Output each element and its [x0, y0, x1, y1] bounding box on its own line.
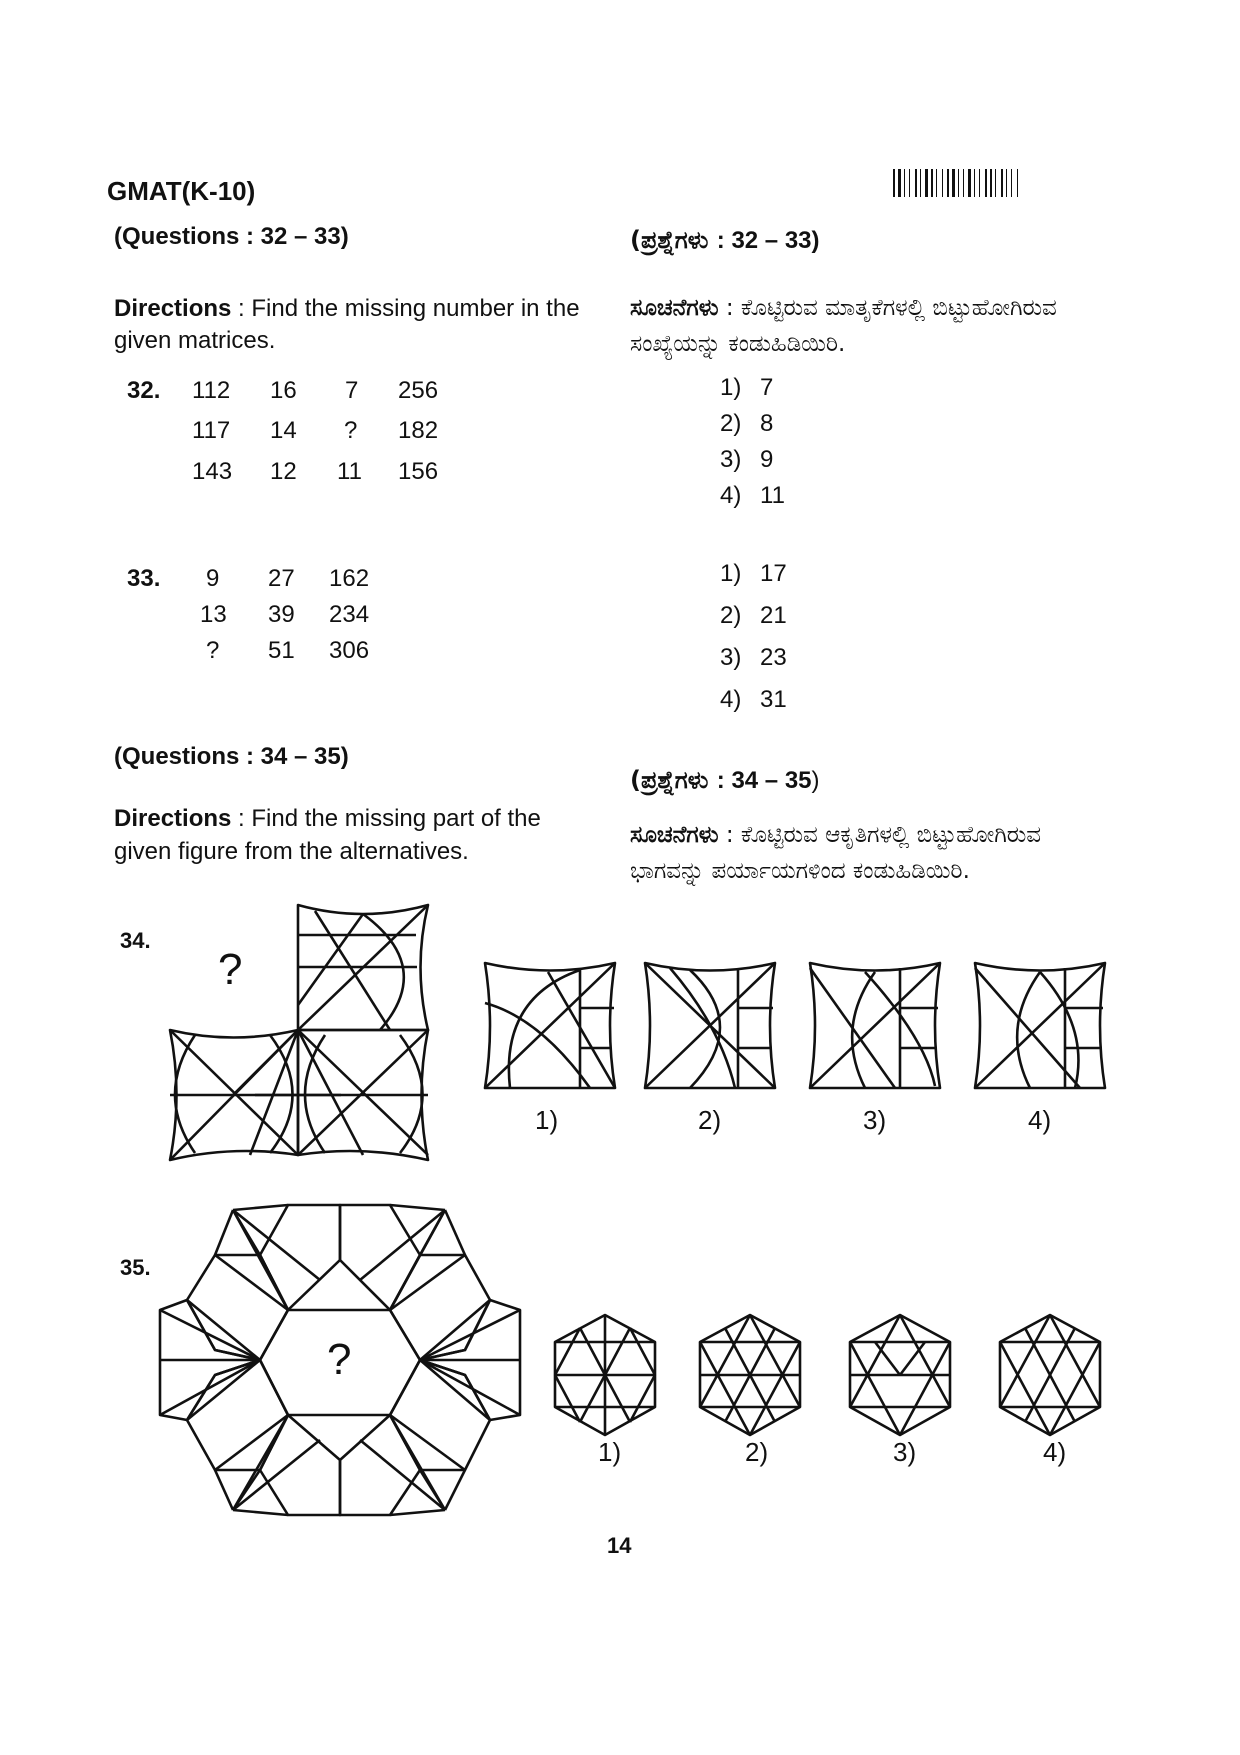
matrix-cell: ?: [206, 637, 220, 664]
page-number: 14: [607, 1533, 632, 1558]
q34-option-4-figure: [970, 958, 1110, 1093]
directions-kn: ಸೂಚನೆಗಳು : ಕೊಟ್ಟಿರುವ ಮಾತೃಕೆಗಳಲ್ಲಿ ಬಿಟ್ಟುಹೋಗಿರುವ ಸಂಖ್ಯೆಯನ್ನು ಕಂಡುಹಿಡಿಯಿರಿ.: [630, 295, 1057, 357]
option-value: 21: [760, 602, 787, 629]
matrix-cell: 39: [268, 601, 295, 628]
q35-option-4-figure: [995, 1310, 1105, 1440]
matrix-cell: 182: [398, 417, 439, 444]
option-number: 3): [720, 446, 742, 473]
q33-options: [720, 560, 840, 720]
section-heading-en-2: (Questions : 34 – 35): [114, 743, 349, 770]
q34-number: 34.: [120, 928, 151, 953]
q34-main-figure: [165, 895, 435, 1170]
q35-option-4-label: 4): [1043, 1437, 1067, 1467]
q34-option-3-label: 3): [863, 1105, 887, 1135]
option-value: 31: [760, 686, 787, 713]
q32-number: 32.: [127, 377, 161, 404]
option-value: 7: [760, 374, 774, 401]
barcode: [893, 169, 1103, 199]
option-number: 2): [720, 410, 742, 437]
matrix-cell: 156: [398, 458, 439, 485]
matrix-cell: 51: [268, 637, 295, 664]
q34-option-3-figure: [805, 958, 945, 1093]
option-number: 4): [720, 482, 742, 509]
q35-option-2-figure: [695, 1310, 805, 1440]
exam-code: GMAT(K-10): [107, 176, 256, 206]
option-value: 23: [760, 644, 787, 671]
q34-option-2-label: 2): [698, 1105, 722, 1135]
directions-en: Directions : Find the missing number in the given matrices.: [114, 295, 580, 354]
matrix-cell: 112: [192, 377, 231, 404]
matrix-cell: 162: [329, 565, 370, 592]
option-number: 1): [720, 374, 742, 401]
q35-number: 35.: [120, 1255, 151, 1280]
option-value: 17: [760, 560, 787, 587]
q33-number: 33.: [127, 565, 161, 592]
matrix-cell: 13: [200, 601, 227, 628]
q32-options: [720, 374, 840, 524]
q35-option-3-label: 3): [893, 1437, 917, 1467]
directions-en-2: Directions : Find the missing part of the given figure from the alternatives.: [114, 805, 541, 865]
q35-option-1-figure: [550, 1310, 660, 1440]
matrix-cell: 117: [192, 417, 231, 444]
q34-missing-mark: ?: [218, 945, 243, 994]
q32-matrix: [190, 377, 470, 507]
matrix-cell: 16: [270, 377, 297, 404]
matrix-cell: 14: [270, 417, 297, 444]
matrix-cell: 27: [268, 565, 295, 592]
matrix-cell: 306: [329, 637, 370, 664]
matrix-cell: 143: [192, 458, 233, 485]
option-value: 11: [760, 482, 785, 509]
section-heading-kn: (ಪ್ರಶ್ನೆಗಳು : 32 – 33): [630, 226, 820, 254]
q35-option-1-label: 1): [598, 1437, 622, 1467]
q34-option-1-label: 1): [535, 1105, 559, 1135]
q35-option-2-label: 2): [745, 1437, 769, 1467]
q35-missing-mark: ?: [327, 1335, 352, 1384]
q33-matrix: [190, 565, 410, 685]
q35-option-3-figure: [845, 1310, 955, 1440]
option-number: 1): [720, 560, 742, 587]
option-value: 9: [760, 446, 774, 473]
option-number: 2): [720, 602, 742, 629]
option-number: 4): [720, 686, 742, 713]
matrix-cell: 256: [398, 377, 439, 404]
directions-kn-2: ಸೂಚನೆಗಳು : ಕೊಟ್ಟಿರುವ ಆಕೃತಿಗಳಲ್ಲಿ ಬಿಟ್ಟುಹೋಗಿರುವ ಭಾಗವನ್ನು ಪರ್ಯಾಯಗಳಿಂದ ಕಂಡುಹಿಡಿಯಿರಿ.: [630, 822, 1042, 884]
matrix-cell: ?: [344, 417, 358, 444]
matrix-cell: 12: [270, 458, 297, 485]
q34-option-2-figure: [640, 958, 780, 1093]
matrix-cell: 7: [345, 377, 359, 404]
matrix-cell: 9: [206, 565, 220, 592]
q34-option-4-label: 4): [1028, 1105, 1052, 1135]
matrix-cell: 11: [337, 458, 362, 485]
matrix-cell: 234: [329, 601, 370, 628]
q34-option-1-figure: [480, 958, 620, 1093]
section-heading-en: (Questions : 32 – 33): [114, 223, 349, 250]
option-number: 3): [720, 644, 742, 671]
option-value: 8: [760, 410, 774, 437]
section-heading-kn-2: (ಪ್ರಶ್ನೆಗಳು : 34 – 35): [630, 766, 820, 794]
